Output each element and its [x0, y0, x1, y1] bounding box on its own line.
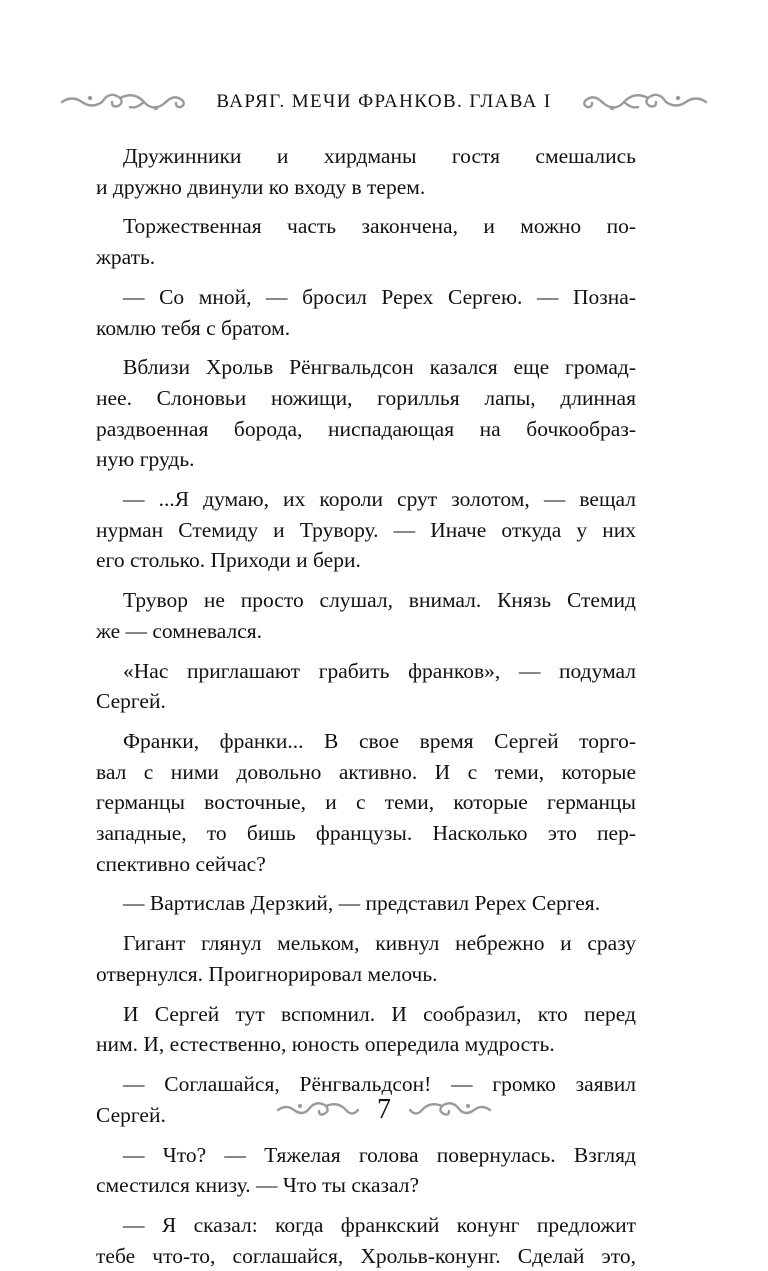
swirl-ornament-icon [276, 1095, 361, 1125]
text-line: — Я сказал: когда франкский конунг предложит [123, 1213, 636, 1238]
paragraph [96, 1140, 636, 1201]
text-line: Трувор не просто слушал, внимал. Князь Стемид [123, 588, 636, 613]
text-line: Вблизи Хрольв Рёнгвальдсон казался еще громад- [123, 355, 636, 380]
paragraph [96, 999, 636, 1060]
text-line: комлю тебя с братом. [96, 315, 291, 340]
paragraph [96, 585, 636, 646]
text-line: Сергей. [96, 689, 166, 714]
text-line: его столько. Приходи и бери. [96, 548, 361, 573]
swirl-ornament-icon [60, 87, 190, 117]
text-line: же — сомневался. [96, 618, 263, 643]
text-line: — ...Я думаю, их короли срут золотом, — вещал [123, 487, 636, 512]
text-line: — Вартислав Дерзкий, — представил Ререх Сергея. [123, 891, 601, 916]
paragraph [96, 1210, 636, 1271]
swirl-ornament-icon [407, 1095, 492, 1125]
text-line: ную грудь. [96, 447, 195, 472]
text-line: спективно сейчас? [96, 851, 266, 876]
paragraph [96, 352, 636, 474]
text-line: и дружно двинули ко входу в терем. [96, 174, 426, 199]
text-line: Торжественная часть закончена, и можно по- [123, 214, 636, 239]
paragraph [96, 726, 636, 879]
paragraph [96, 211, 636, 272]
text-line: ним. И, естественно, юность опередила мудрость. [96, 1032, 555, 1057]
text-line: отвернулся. Проигнорировал мелочь. [96, 961, 438, 986]
paragraph [96, 484, 636, 576]
text-line: Дружинники и хирдманы гостя смешались [123, 144, 636, 168]
running-header [60, 82, 708, 122]
text-line: нурман Стемиду и Трувору. — Иначе откуда у них [96, 517, 636, 542]
text-line: — Соглашайся, Рёнгвальдсон! — громко заявил [123, 1072, 636, 1097]
text-line: вал с ними довольно активно. И с теми, которые [96, 759, 636, 784]
paragraph [96, 282, 636, 343]
paragraph [96, 656, 636, 717]
text-line: Сергей. [96, 1102, 166, 1127]
paragraph [96, 928, 636, 989]
page-footer [0, 1088, 768, 1132]
text-line: И Сергей тут вспомнил. И сообразил, кто перед [123, 1001, 636, 1026]
text-line: западные, то бишь французы. Насколько это пер- [96, 820, 636, 845]
text-line: раздвоенная борода, ниспадающая на бочкообраз- [96, 416, 636, 441]
page-number: 7 [377, 1094, 391, 1125]
text-line: германцы восточные, и с теми, которые германцы [96, 790, 636, 815]
text-line: жрать. [96, 245, 156, 270]
paragraph [96, 141, 636, 202]
text-line: Гигант глянул мельком, кивнул небрежно и сразу [123, 931, 636, 956]
text-line: — Со мной, — бросил Ререх Сергею. — Позна- [123, 284, 636, 309]
paragraph [96, 888, 636, 919]
text-line: тебе что-то, соглашайся, Хрольв-конунг. Сделай это, [96, 1243, 636, 1268]
text-line: «Нас приглашают грабить франков», — подумал [123, 658, 636, 683]
text-line: сместился книзу. — Что ты сказал? [96, 1173, 420, 1198]
swirl-ornament-icon [578, 87, 708, 117]
text-line: нее. Слоновьи ножищи, гориллья лапы, длинная [96, 386, 636, 411]
running-head-title: ВАРЯГ. МЕЧИ ФРАНКОВ. ГЛАВА I [216, 91, 552, 112]
text-line: — Что? — Тяжелая голова повернулась. Взгляд [123, 1142, 636, 1167]
text-line: Франки, франки... В свое время Сергей торго- [123, 729, 636, 754]
